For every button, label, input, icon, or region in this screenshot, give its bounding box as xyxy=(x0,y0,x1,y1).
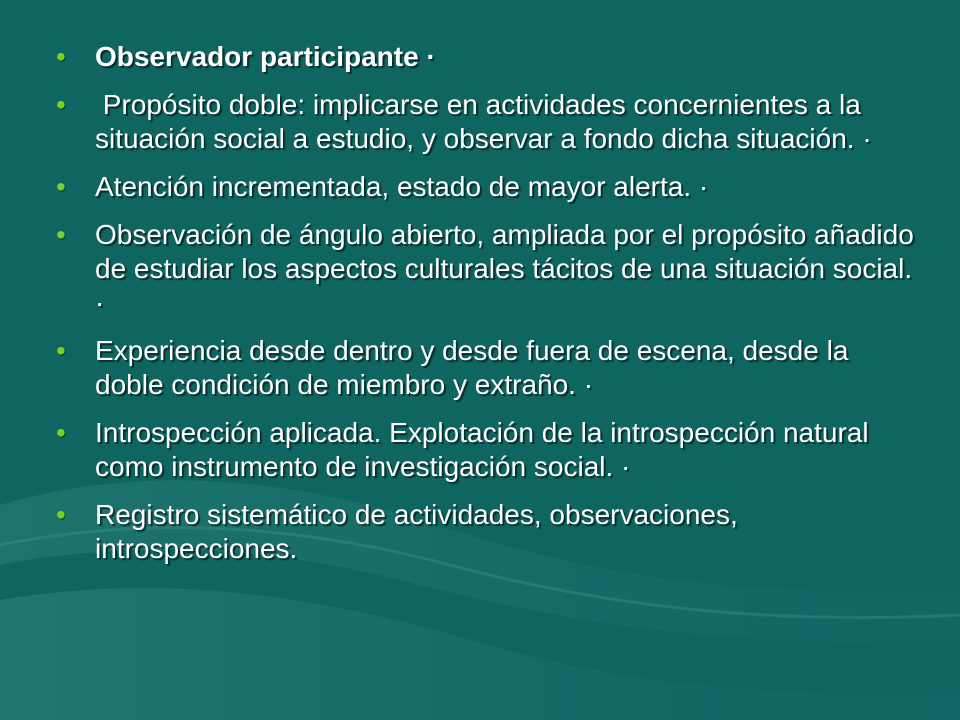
bullet-marker: • xyxy=(56,417,66,448)
bullet-item-observacion-angulo-abierto xyxy=(56,218,916,320)
bullet-item-registro-sistematico xyxy=(56,498,916,566)
bullet-marker: • xyxy=(56,499,66,530)
bullet-item-observador-participante xyxy=(56,40,916,74)
bullet-text: Atención incrementada, estado de mayor alerta. · xyxy=(95,171,709,202)
bullet-text: Experiencia desde dentro y desde fuera de escena, desde la doble condición de miembro y extraño. · xyxy=(95,335,849,400)
bullet-text: Observador participante · xyxy=(95,41,436,72)
bullet-text: Observación de ángulo abierto, ampliada por el propósito añadido de estudiar los aspectos culturales tácitos de una situación social. · xyxy=(95,219,914,318)
bullet-marker: • xyxy=(56,89,66,120)
bullet-text: Introspección aplicada. Explotación de la introspección natural como instrumento de investigación social. · xyxy=(95,417,869,482)
bullet-text: Propósito doble: implicarse en actividades concernientes a la situación social a estudio, y observar a fondo dicha situación. · xyxy=(95,89,872,154)
bullet-marker: • xyxy=(56,171,66,202)
bullet-text: Registro sistemático de actividades, observaciones, introspecciones. xyxy=(95,499,738,564)
bullet-item-proposito-doble xyxy=(56,88,916,156)
bullet-item-atencion-incrementada xyxy=(56,170,916,204)
bullet-marker: • xyxy=(56,41,66,72)
bullet-marker: • xyxy=(56,335,66,366)
bullet-item-introspeccion-aplicada xyxy=(56,416,916,484)
bullet-item-experiencia xyxy=(56,334,916,402)
bullet-list xyxy=(56,40,916,580)
bullet-marker: • xyxy=(56,219,66,250)
